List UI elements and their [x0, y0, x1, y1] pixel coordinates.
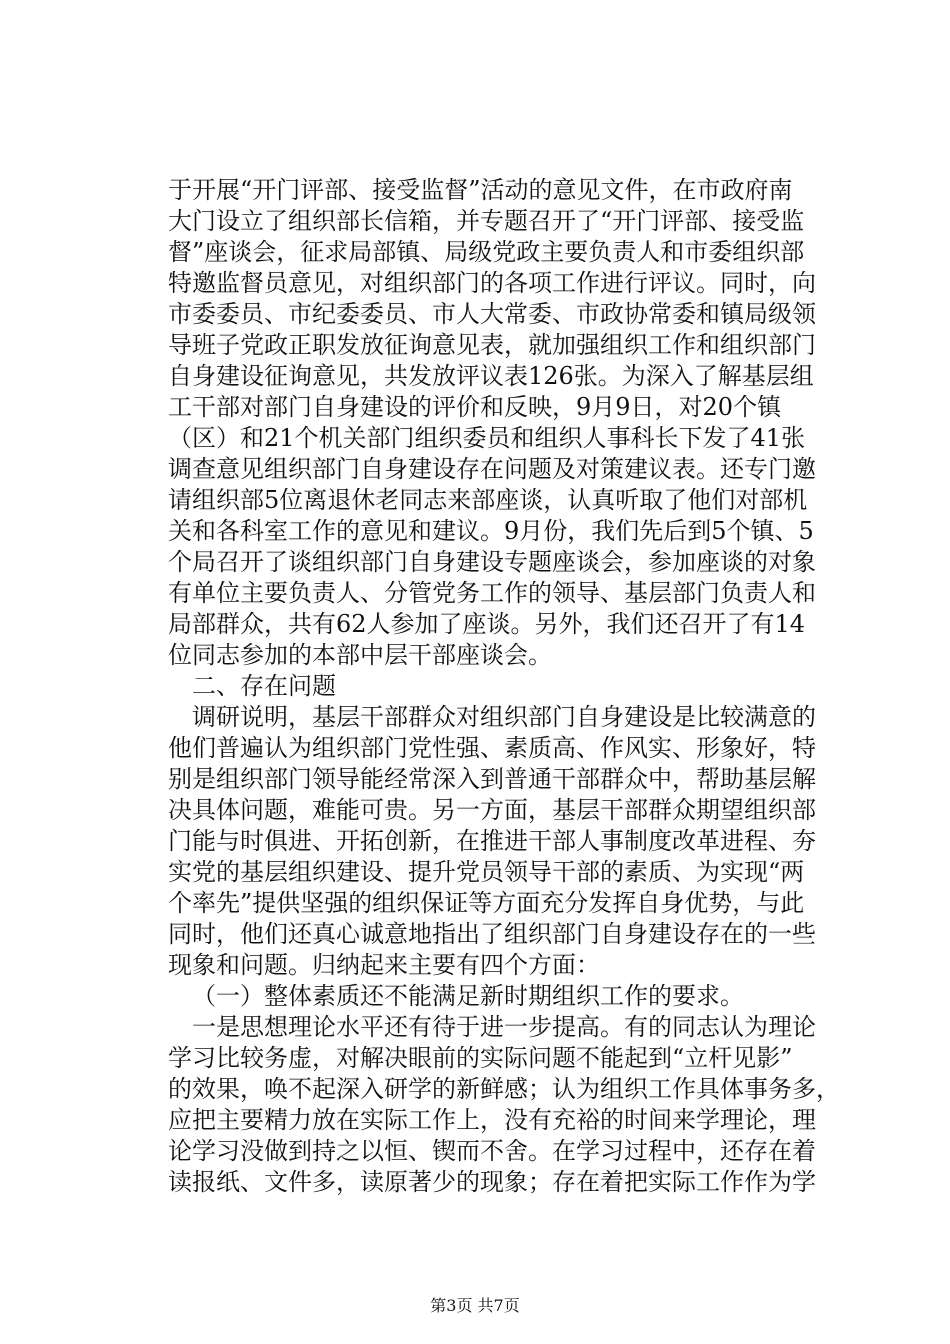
section-heading: 二、存在问题 — [192, 672, 336, 700]
text-line: 他们普遍认为组织部门党性强、素质高、作风实、形象好，特 — [168, 734, 816, 762]
text-line: 别是组织部门领导能经常深入到普通干部群众中，帮助基层解 — [168, 765, 816, 793]
text-line: 个局召开了谈组织部门自身建设专题座谈会，参加座谈的对象 — [168, 548, 816, 576]
text-line: 同时，他们还真心诚意地指出了组织部门自身建设存在的一些 — [168, 920, 816, 948]
text-line: 请组织部5位离退休老同志来部座谈，认真听取了他们对部机 — [168, 486, 808, 514]
text-line: 市委委员、市纪委委员、市人大常委、市政协常委和镇局级领 — [168, 300, 816, 328]
text-line: 调查意见组织部门自身建设存在问题及对策建议表。还专门邀 — [168, 455, 816, 483]
text-line: 导班子党政正职发放征询意见表，就加强组织工作和组织部门 — [168, 331, 816, 359]
text-line: 门能与时俱进、开拓创新，在推进干部人事制度改革进程、夯 — [168, 827, 816, 855]
text-line: 自身建设征询意见，共发放评议表126张。为深入了解基层组 — [168, 362, 814, 390]
text-line: 于开展“开门评部、接受监督”活动的意见文件，在市政府南 — [168, 176, 793, 204]
text-line: 应把主要精力放在实际工作上，没有充裕的时间来学理论，理 — [168, 1106, 816, 1134]
text-line: 关和各科室工作的意见和建议。9月份，我们先后到5个镇、5 — [168, 517, 814, 545]
text-line: 位同志参加的本部中层干部座谈会。 — [168, 641, 552, 669]
text-line: 实党的基层组织建设、提升党员领导干部的素质、为实现“两 — [168, 858, 805, 886]
text-line: 工干部对部门自身建设的评价和反映，9月9日，对20个镇 — [168, 393, 782, 421]
text-line: 调研说明，基层干部群众对组织部门自身建设是比较满意的 — [192, 703, 816, 731]
text-line: 读报纸、文件多，读原著少的现象；存在着把实际工作作为学 — [168, 1168, 816, 1196]
page-footer: 第3页 共7页 — [430, 1296, 520, 1315]
text-line: 个率先”提供坚强的组织保证等方面充分发挥自身优势，与此 — [168, 889, 805, 917]
text-line: 决具体问题，难能可贵。另一方面，基层干部群众期望组织部 — [168, 796, 816, 824]
text-line: 督”座谈会，征求局部镇、局级党政主要负责人和市委组织部 — [168, 238, 805, 266]
text-line: 现象和问题。归纳起来主要有四个方面： — [168, 951, 600, 979]
text-line: （区）和21个机关部门组织委员和组织人事科长下发了41张 — [168, 424, 806, 452]
text-line: 论学习没做到持之以恒、锲而不舍。在学习过程中，还存在着 — [168, 1137, 816, 1165]
text-line: 有单位主要负责人、分管党务工作的领导、基层部门负责人和 — [168, 579, 816, 607]
text-line: 一是思想理论水平还有待于进一步提高。有的同志认为理论 — [192, 1013, 816, 1041]
text-line: 学习比较务虚，对解决眼前的实际问题不能起到“立杆见影” — [168, 1044, 793, 1072]
text-line: 的效果，唤不起深入研学的新鲜感；认为组织工作具体事务多， — [168, 1075, 840, 1103]
subsection-heading: （一）整体素质还不能满足新时期组织工作的要求。 — [192, 982, 744, 1010]
text-line: 局部群众，共有62人参加了座谈。另外，我们还召开了有14 — [168, 610, 806, 638]
text-line: 大门设立了组织部长信箱，并专题召开了“开门评部、接受监 — [168, 207, 805, 235]
text-line: 特邀监督员意见，对组织部门的各项工作进行评议。同时，向 — [168, 269, 816, 297]
document-body — [168, 175, 840, 1198]
